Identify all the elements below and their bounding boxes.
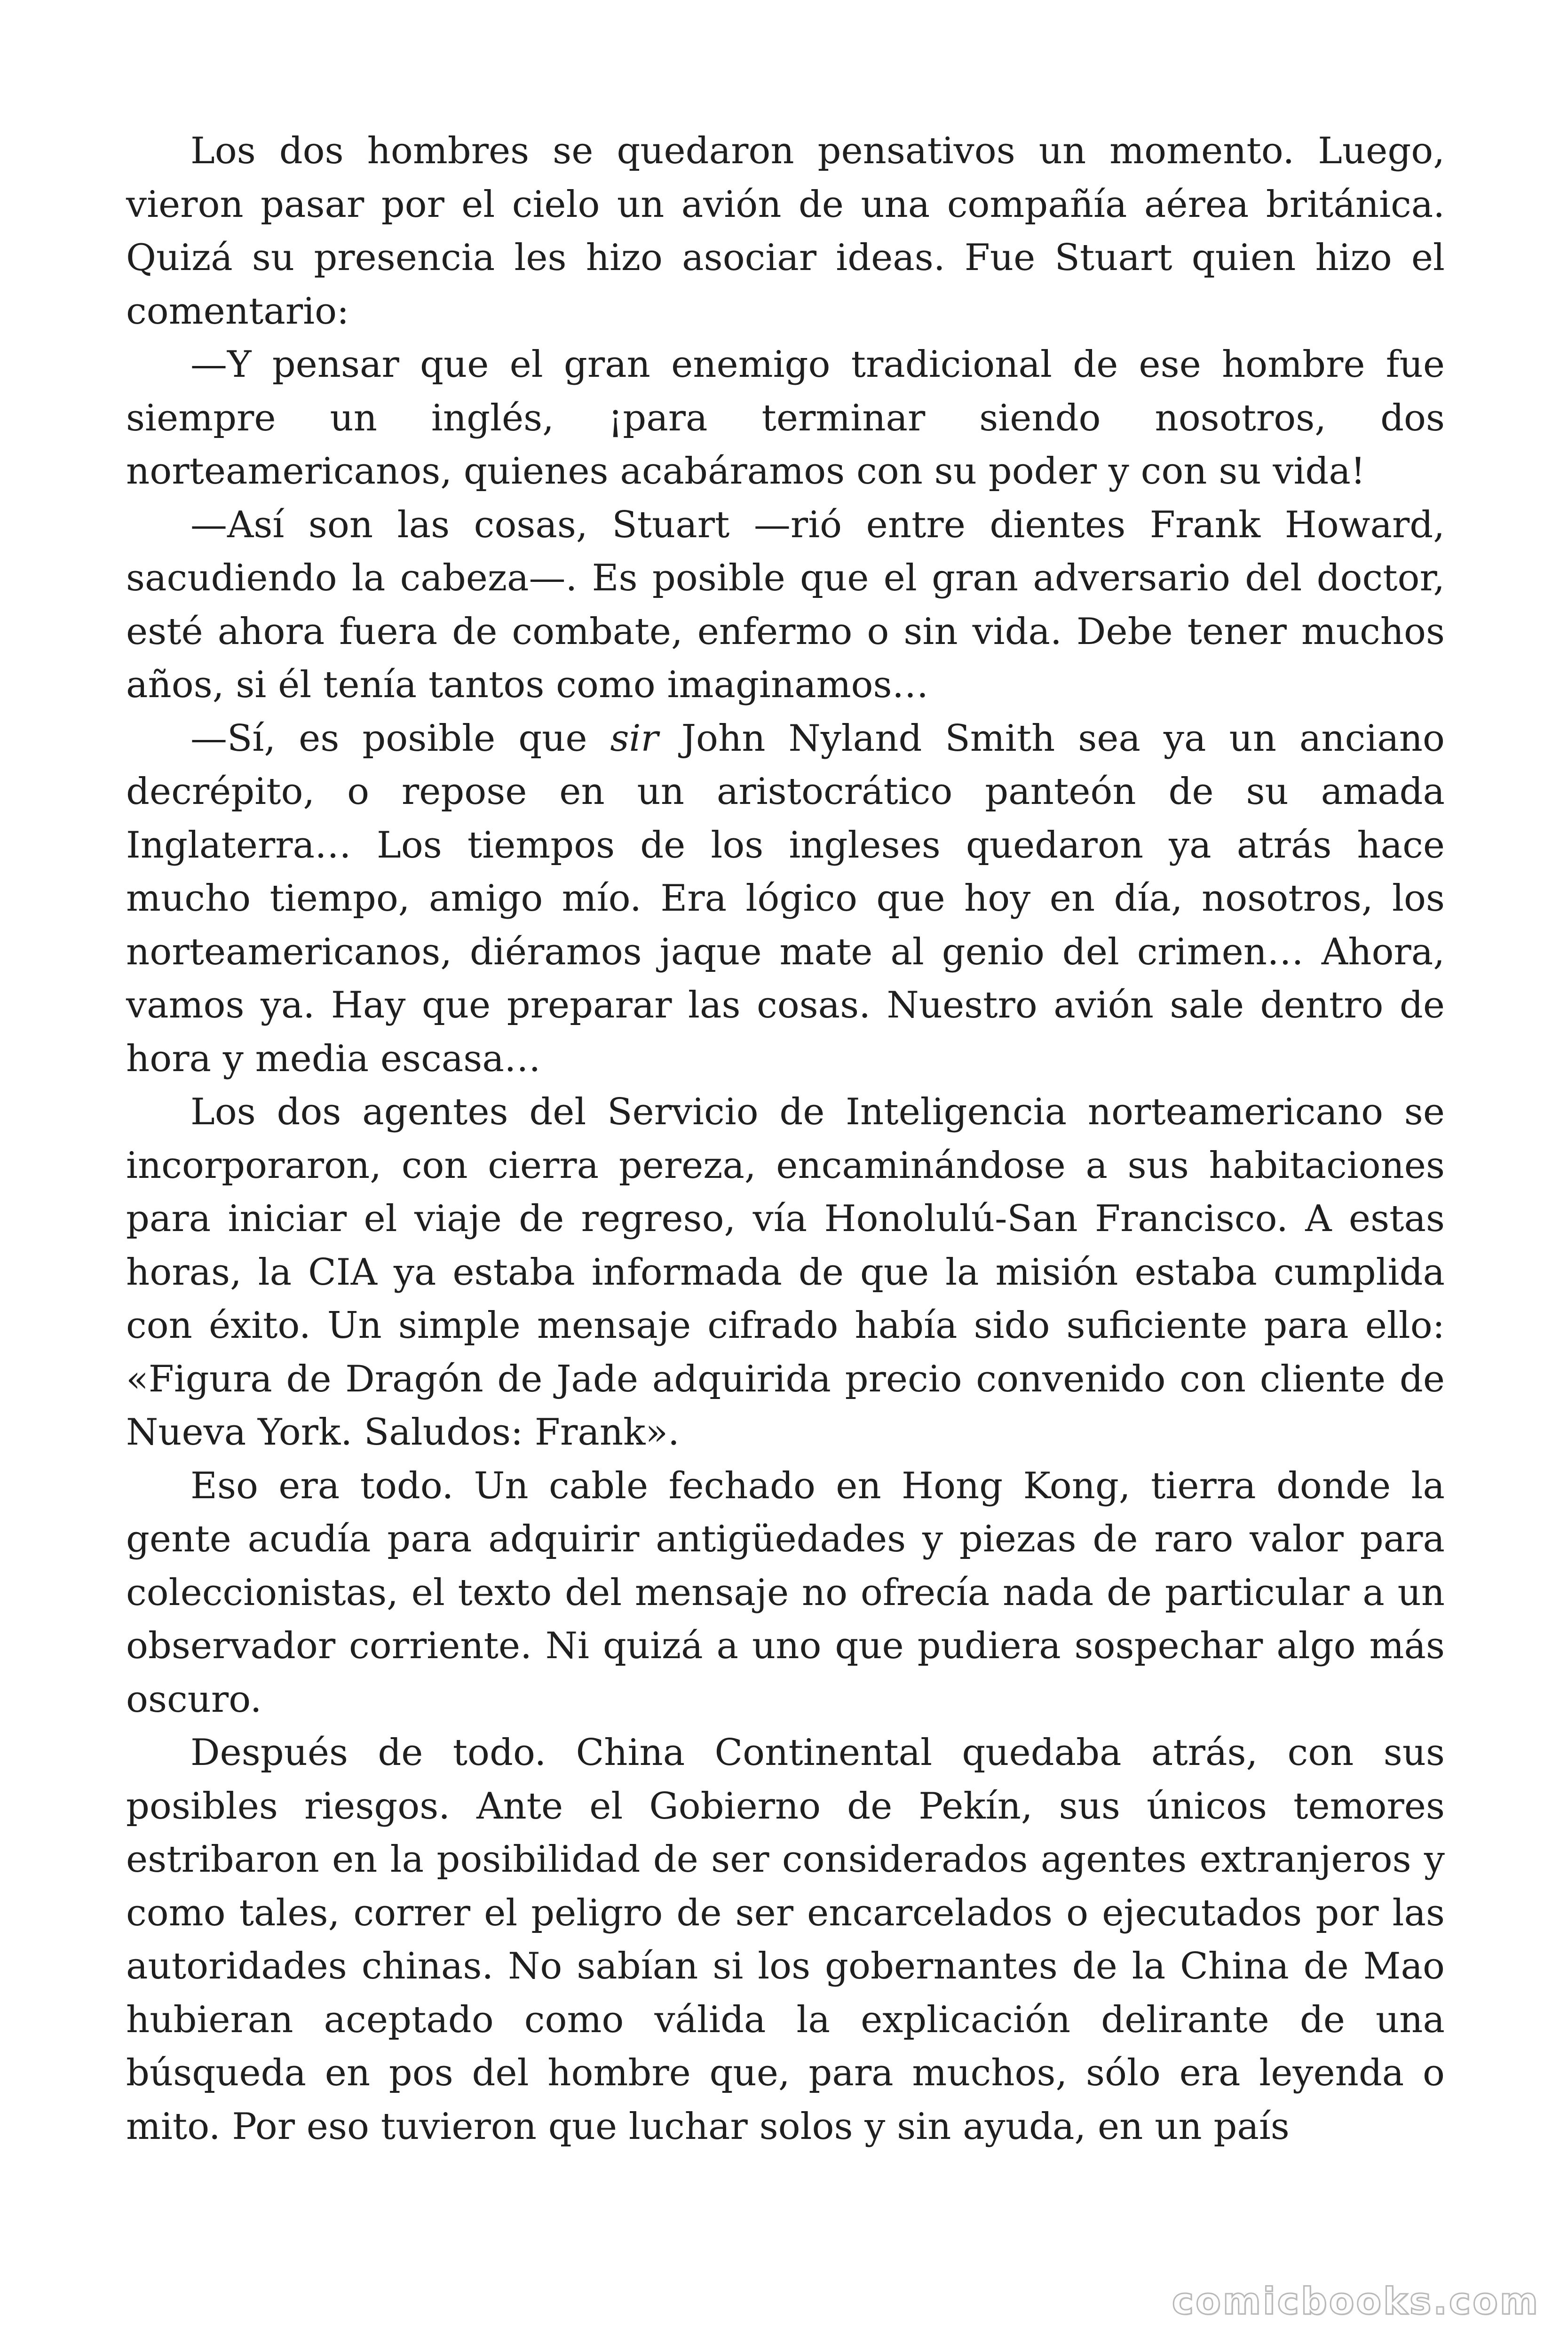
paragraph-6: Eso era todo. Un cable fechado en Hong Kong, tierra donde la gente acudía para adquirir antigüedades y piezas de raro valor para coleccionistas, el texto del mensaje no ofrecía nada de particular a un observador corriente. Ni quizá a uno que pudiera sospechar algo más oscuro.	[126, 1464, 1445, 1721]
paragraph-5: Los dos agentes del Servicio de Inteligencia norteamericano se incorporaron, con cierra pereza, encaminándose a sus habitaciones para iniciar el viaje de regreso, vía Honolulú-San Francisco. A estas horas, la CIA ya estaba informada de que la misión estaba cumplida con éxito. Un simple mensaje cifrado había sido suficiente para ello: «Figura de Dragón de Jade adquirida precio convenido con cliente de Nueva York. Saludos: Frank».	[126, 1091, 1445, 1454]
paragraph-3: —Así son las cosas, Stuart —rió entre dientes Frank Howard, sacudiendo la cabeza—. Es posible que el gran adversario del doctor, esté ahora fuera de combate, enfermo o sin vida. Debe tener muchos años, si él tenía tantos como imaginamos…	[126, 503, 1445, 706]
paragraph-1: Los dos hombres se quedaron pensativos un momento. Luego, vieron pasar por el cielo un avión de una compañía aérea británica. Quizá su presencia les hizo asociar ideas. Fue Stuart quien hizo el comentario:	[126, 130, 1445, 333]
paragraph-4-end: John Nyland Smith sea ya un anciano decrépito, o repose en un aristocrático panteón de su amada Inglaterra… Los tiempos de los ingleses quedaron ya atrás hace mucho tiempo, amigo mío. Era lógico que hoy en día, nosotros, los norteamericanos, diéramos jaque mate al genio del crimen… Ahora, vamos ya. Hay que preparar las cosas. Nuestro avión sale dentro de hora y media escasa…	[126, 717, 1445, 1080]
paragraph-4-start: —Sí, es posible que	[190, 717, 610, 760]
paragraph-4	[126, 712, 1445, 1086]
paragraph-2: —Y pensar que el gran enemigo tradicional de ese hombre fue siempre un inglés, ¡para terminar siendo nosotros, dos norteamericanos, quienes acabáramos con su poder y con su vida!	[126, 343, 1445, 493]
page-body	[126, 125, 1445, 2153]
paragraph-7: Después de todo. China Continental quedaba atrás, con sus posibles riesgos. Ante el Gobierno de Pekín, sus únicos temores estribaron en la posibilidad de ser considerados agentes extranjeros y como tales, correr el peligro de ser encarcelados o ejecutados por las autoridades chinas. No sabían si los gobernantes de la China de Mao hubieran aceptado como válida la explicación delirante de una búsqueda en pos del hombre que, para muchos, sólo era leyenda o mito. Por eso tuvieron que luchar solos y sin ayuda, en un país	[126, 1732, 1445, 2148]
watermark-logo: comicbooks.com	[1172, 2280, 1540, 2323]
paragraph-4-italic-word: sir	[610, 717, 658, 760]
